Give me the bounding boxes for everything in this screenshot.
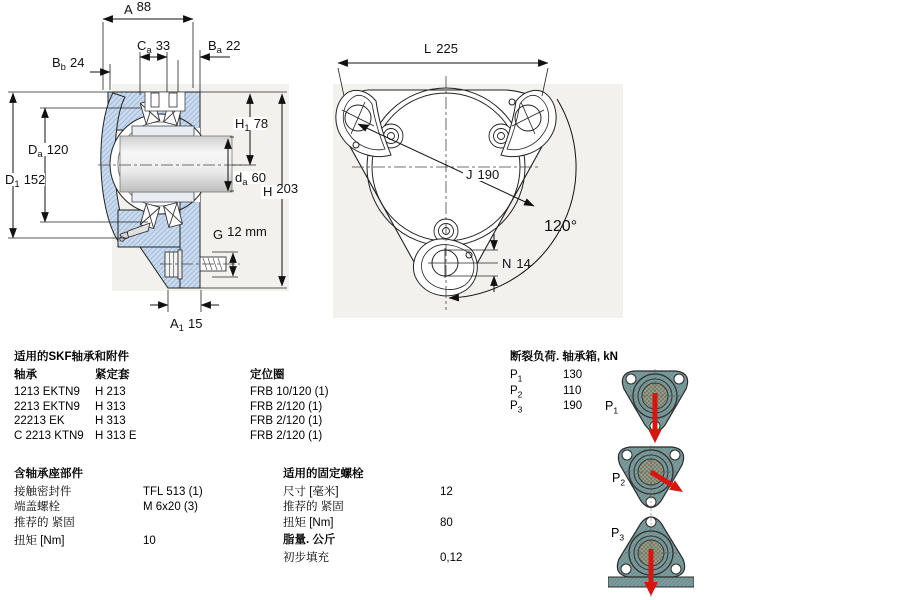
- part-label: 扭矩 [Nm]: [14, 534, 65, 547]
- ring-cell: FRB 2/120 (1): [250, 429, 323, 442]
- dim-label-angle: 120°: [544, 218, 578, 235]
- load-label: $P_3$: [510, 400, 523, 415]
- grease-title: 脂量. 公斤: [283, 534, 336, 546]
- table-row: [14, 429, 354, 444]
- load-value: 130: [563, 369, 583, 381]
- grease-value: 0,12: [440, 552, 463, 564]
- bolt-label: 扭矩 [Nm]: [283, 516, 334, 529]
- breaking-loads-title: 断裂负荷. 轴承箱, kN: [510, 351, 618, 363]
- bearings-table: [14, 350, 354, 443]
- sleeve-cell: H 213: [95, 386, 126, 398]
- dim-label-L: L 225: [424, 41, 458, 56]
- table-row: [283, 500, 513, 515]
- attachment-bolts-title: 适用的固定螺栓: [283, 468, 364, 480]
- sleeve-cell: H 313: [95, 400, 126, 413]
- bolt-label: 尺寸 [毫米]: [283, 486, 339, 498]
- dim-label-H1: $H_1$ 78: [235, 116, 269, 134]
- dim-label-da: $d_a$ 60: [235, 170, 266, 188]
- table-row: [14, 534, 284, 549]
- bolt-label: 推荐的 紧固: [283, 501, 344, 514]
- icon-label-p2: $P_2$: [612, 471, 626, 488]
- table-row: [14, 385, 354, 400]
- grease-table: [283, 533, 513, 566]
- table-row: [283, 516, 513, 531]
- load-label: $P_1$: [510, 369, 523, 384]
- dim-label-J: J 190: [466, 167, 500, 182]
- dim-label-Ba: $B_a$ 22: [208, 38, 241, 56]
- load-value: 110: [563, 384, 582, 397]
- bearing-cell: 22213 EK: [14, 415, 65, 427]
- icon-label-p1: $P_1$: [605, 399, 619, 416]
- table-row: [14, 400, 354, 415]
- dim-label-Ca: $C_a$ 33: [137, 38, 171, 56]
- dim-label-N: N 14: [502, 256, 531, 271]
- bolt-value: 80: [440, 516, 453, 529]
- ring-cell: FRB 2/120 (1): [250, 400, 323, 413]
- grease-label: 初步填充: [283, 552, 329, 564]
- icon-label-p3: $P_3$: [611, 526, 625, 543]
- end-cover-screws: [145, 92, 185, 111]
- col-sleeve-header: 紧定套: [95, 369, 130, 381]
- shaft: [98, 136, 246, 192]
- bearings-table-title: 适用的SKF轴承和附件: [14, 351, 129, 363]
- ring-cell: FRB 10/120 (1): [250, 386, 329, 398]
- dim-label-D1: $D_1$ 152: [5, 172, 46, 190]
- part-label: 端盖螺栓: [14, 501, 60, 514]
- load-direction-icon-p1: [613, 365, 697, 445]
- table-row: [14, 500, 284, 515]
- dim-label-A: A 88: [124, 0, 152, 17]
- bearing-cell: 1213 EKTN9: [14, 386, 80, 398]
- bearing-cell: C 2213 KTN9: [14, 429, 84, 442]
- dim-label-Da: $D_a$ 120: [28, 142, 69, 160]
- table-row: [283, 551, 513, 566]
- col-ring-header: 定位圈: [250, 369, 285, 381]
- bearings-header-row: [14, 368, 354, 385]
- sleeve-cell: H 313: [95, 415, 126, 427]
- bearing-cell: 2213 EKTN9: [14, 400, 80, 413]
- col-bearing-header: 轴承: [14, 369, 37, 381]
- dim-label-G: G 12 mm: [213, 224, 267, 242]
- right-drawing-front-view: [333, 41, 623, 318]
- table-row: [283, 485, 513, 500]
- housing-parts-table: [14, 467, 284, 549]
- part-value: 10: [143, 534, 156, 547]
- dim-label-A1: $A_1$ 15: [170, 316, 203, 334]
- table-row: [14, 516, 284, 531]
- ring-cell: FRB 2/120 (1): [250, 415, 323, 427]
- housing-parts-title: 含轴承座部件: [14, 468, 83, 480]
- part-label: 推荐的 紧固: [14, 516, 75, 529]
- table-row: [14, 485, 284, 500]
- attachment-bolts-table: [283, 467, 513, 531]
- dim-label-Bb: $B_b$ 24: [52, 55, 85, 73]
- table-row: [14, 414, 354, 429]
- load-value: 190: [563, 400, 583, 413]
- load-direction-icon-p3: [608, 511, 694, 599]
- load-label: $P_2$: [510, 384, 523, 399]
- part-value: M 6x20 (3): [143, 501, 198, 514]
- part-label: 接触密封件: [14, 486, 72, 498]
- bolt-value: 12: [440, 486, 453, 498]
- dim-label-H: H 203: [263, 181, 299, 199]
- part-value: TFL 513 (1): [143, 486, 203, 498]
- sleeve-cell: H 313 E: [95, 429, 137, 442]
- left-drawing-section-view: [3, 0, 302, 334]
